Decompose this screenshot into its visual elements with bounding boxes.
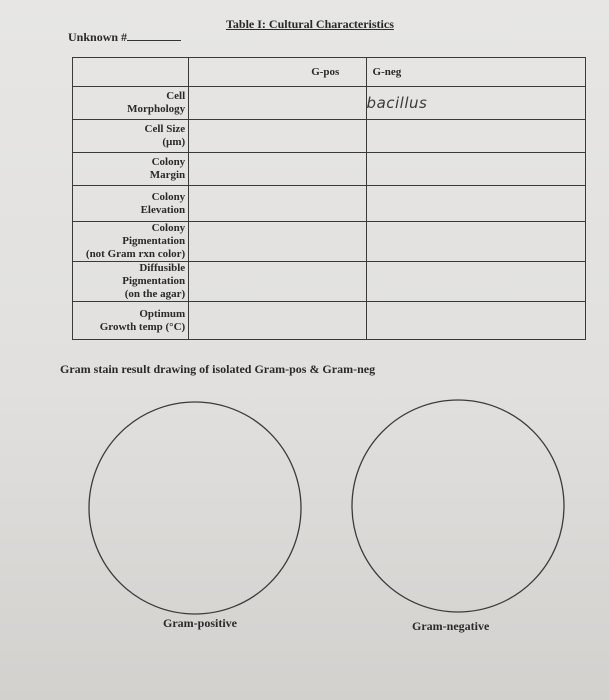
row-label <box>73 262 189 302</box>
header-gpos <box>189 58 366 87</box>
row-label-line: (not Gram rxn color) <box>85 248 186 260</box>
row-label-line: Colony <box>151 190 186 203</box>
table-row <box>73 186 586 222</box>
row-label <box>73 222 189 262</box>
table-row <box>73 222 586 262</box>
gpos-cell[interactable] <box>189 262 366 302</box>
table-row <box>73 262 586 302</box>
table-title: Table I: Cultural Characteristics <box>226 17 394 31</box>
row-label-line: Optimum <box>139 307 186 320</box>
gram-positive-caption: Gram-positive <box>163 616 237 630</box>
row-label-line: Margin <box>149 169 186 181</box>
gneg-cell[interactable] <box>366 120 585 153</box>
header-gneg: G-neg <box>366 58 585 87</box>
row-label-line: (on the agar) <box>124 288 186 300</box>
header-gpos-label: G-pos <box>311 66 340 78</box>
gpos-cell[interactable] <box>189 302 366 340</box>
table-row <box>73 120 586 153</box>
row-label <box>73 120 189 153</box>
row-label-line: Morphology <box>127 103 186 115</box>
gpos-cell[interactable] <box>189 222 366 262</box>
row-label-line: Pigmentation <box>122 275 186 287</box>
row-label-line: Elevation <box>140 203 186 216</box>
row-label-line: Diffusible <box>139 262 186 274</box>
cultural-characteristics-table <box>72 57 586 340</box>
row-label-line: Colony <box>151 156 186 168</box>
gpos-cell[interactable] <box>189 120 366 153</box>
gneg-cell[interactable]: bacillus <box>366 87 585 120</box>
row-label-line: Cell <box>166 90 186 102</box>
gneg-cell[interactable] <box>366 302 585 340</box>
unknown-label: Unknown # <box>68 30 128 44</box>
table-row <box>73 87 586 120</box>
row-label <box>73 87 189 120</box>
row-label-line: Cell Size <box>144 123 186 135</box>
row-label-line: Colony <box>151 222 186 234</box>
table-row <box>73 302 586 340</box>
row-label <box>73 186 189 222</box>
unknown-number-field[interactable] <box>68 30 181 45</box>
gram-stain-title: Gram stain result drawing of isolated Gram-pos & Gram-neg <box>60 362 376 376</box>
gpos-cell[interactable] <box>189 87 366 120</box>
unknown-blank-line[interactable] <box>127 30 181 41</box>
gneg-cell[interactable] <box>366 186 585 222</box>
row-label-line: (µm) <box>162 136 186 148</box>
gneg-cell[interactable] <box>366 222 585 262</box>
gram-negative-circle[interactable] <box>352 400 564 612</box>
table-row <box>73 153 586 186</box>
header-empty-cell <box>73 58 189 87</box>
gpos-cell[interactable] <box>189 186 366 222</box>
gpos-cell[interactable] <box>189 153 366 186</box>
row-label-line: Pigmentation <box>122 235 186 247</box>
row-label <box>73 302 189 340</box>
gneg-cell[interactable] <box>366 153 585 186</box>
row-label-line: Growth temp (°C) <box>99 320 186 333</box>
gram-negative-caption: Gram-negative <box>412 619 490 633</box>
table-header-row <box>73 58 586 87</box>
gneg-cell[interactable] <box>366 262 585 302</box>
gram-negative-drawing-area[interactable] <box>343 396 573 616</box>
row-label <box>73 153 189 186</box>
gram-positive-circle[interactable] <box>89 402 301 614</box>
gram-positive-drawing-area[interactable] <box>80 398 310 618</box>
